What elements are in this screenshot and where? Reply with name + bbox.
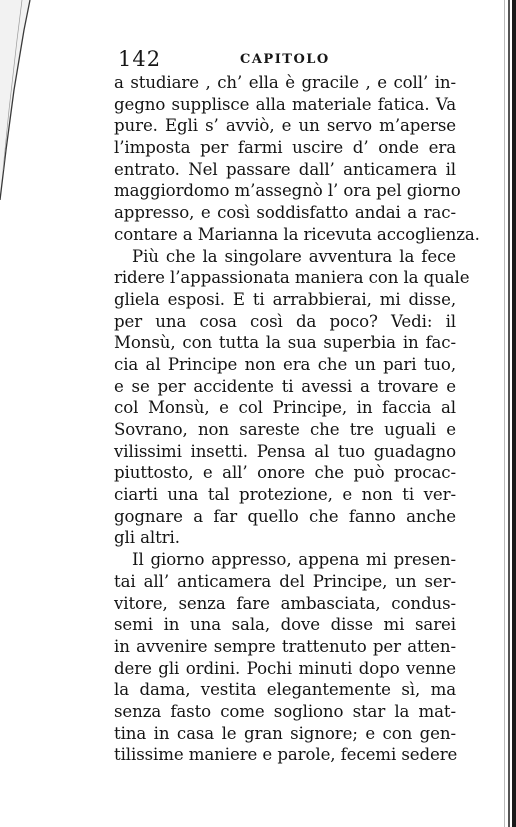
paragraph (114, 246, 470, 550)
text-line: contare a Marianna la ricevuta accoglienza. (114, 224, 480, 244)
text-line: a studiare , ch’ ella è gracile , e coll’ in- (114, 73, 456, 92)
text-line: ciarti una tal protezione, e non ti ver- (114, 485, 456, 505)
text-line: Più che la singolare avventura la fece (132, 246, 456, 266)
text-line: cia al Principe non era che un pari tuo, (114, 354, 456, 374)
running-head: CAPITOLO (240, 52, 330, 67)
page-edge-shadow (494, 0, 516, 827)
text-line: dere gli ordini. Pochi minuti dopo venne (114, 658, 456, 678)
text-line: e se per accidente ti avessi a trovare e (114, 376, 456, 396)
body-text (114, 72, 480, 766)
text-line: gli altri. (114, 528, 180, 548)
text-line: maggiordomo m’assegnò l’ ora pel giorno (114, 181, 461, 201)
text-line: tilissime maniere e parole, fecemi sedere (114, 745, 458, 765)
text-line: appresso, e così soddisfatto andai a rac- (114, 203, 456, 223)
text-line: col Monsù, e col Principe, in faccia al (114, 398, 456, 418)
text-line: vitore, senza fare ambasciata, condus- (114, 593, 456, 613)
text-line: gliela esposi. E ti arrabbierai, mi disse, (114, 289, 456, 309)
text-line: entrato. Nel passare dall’ anticamera il (114, 159, 456, 179)
text-line: tina in casa le gran signore; e con gen- (114, 723, 456, 743)
text-line: la dama, vestita elegantemente sì, ma (114, 680, 456, 700)
text-line: tai all’ anticamera del Principe, un ser- (114, 571, 456, 591)
paragraph (114, 549, 456, 766)
text-line: pure. Egli s’ avviò, e un servo m’aperse (114, 116, 456, 136)
text-line: Sovrano, non sareste che tre uguali e (114, 420, 456, 439)
text-line: semi in una sala, dove disse mi sarei (114, 615, 456, 635)
paragraph (114, 72, 480, 246)
text-line: piuttosto, e all’ onore che può procac- (114, 463, 456, 483)
text-line: gognare a far quello che fanno anche (114, 506, 456, 526)
page-number: 142 (118, 47, 162, 71)
text-line: l’imposta per farmi uscire d’ onde era (114, 138, 456, 158)
page-corner-shadow (0, 0, 36, 200)
text-line: per una cosa così da poco? Vedi: il (114, 311, 456, 331)
text-line: vilissimi insetti. Pensa al tuo guadagno (114, 441, 456, 461)
page-header (118, 47, 456, 71)
text-line: Monsù, con tutta la sua superbia in fac- (114, 333, 456, 353)
text-line: Il giorno appresso, appena mi presen- (132, 550, 456, 570)
text-line: gegno supplisce alla materiale fatica. Va (114, 94, 456, 114)
text-line: in avvenire sempre trattenuto per atten- (114, 636, 456, 656)
text-line: ridere l’appassionata maniera con la quale (114, 268, 470, 288)
text-line: senza fasto come sogliono star la mat- (114, 701, 456, 721)
